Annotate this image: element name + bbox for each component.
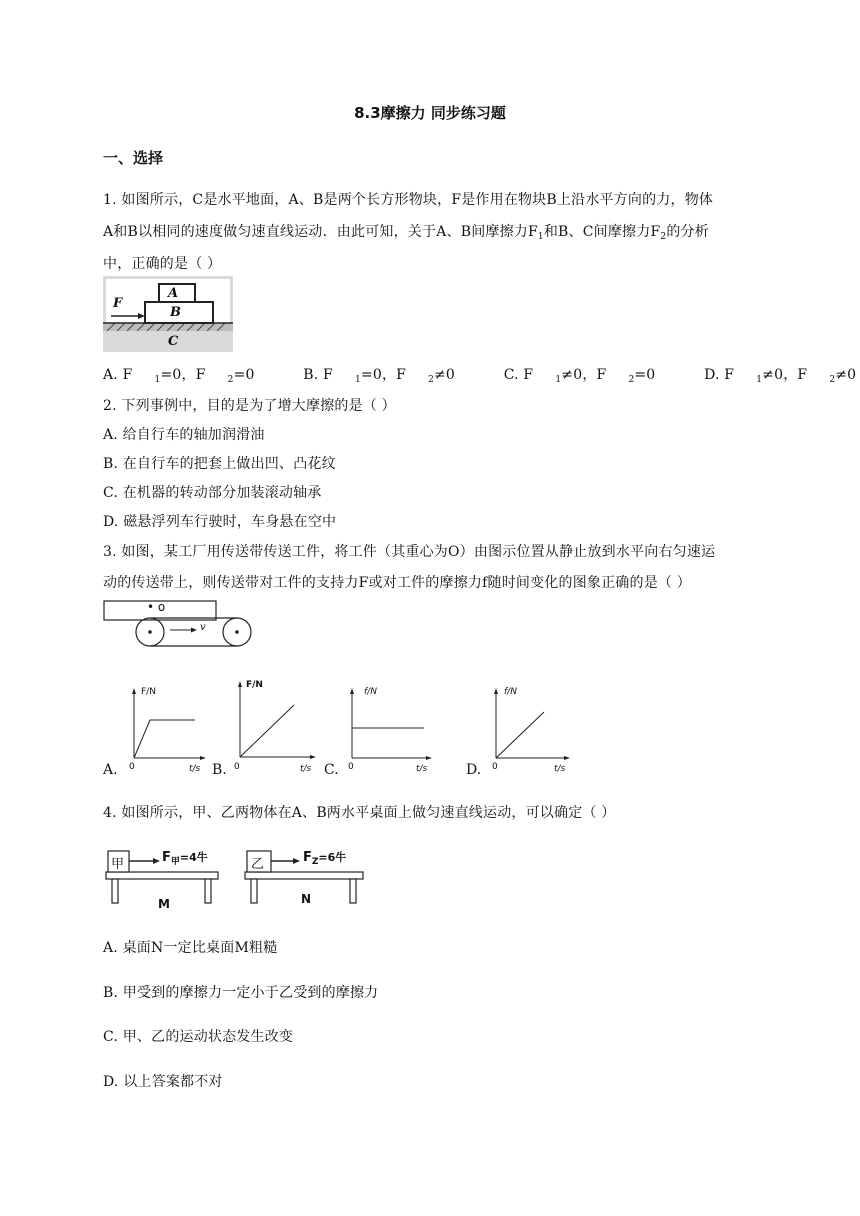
- q4-force-yi: $F_Z=6$牛: [303, 850, 347, 867]
- q3-graph-a-xlabel: t/s: [189, 764, 201, 774]
- q1-label-a: A: [168, 286, 179, 301]
- q3-graph-c-xlabel: t/s: [416, 764, 428, 774]
- q4-surface-m: M: [158, 897, 170, 911]
- q1-label-f: F: [113, 296, 123, 311]
- q1-line2-mid: 和B、C间摩擦力F: [543, 224, 661, 240]
- q2-stem: 2. 下列事例中，目的是为了增大摩擦的是（ ）: [103, 398, 396, 414]
- q1-option-d[interactable]: D. F $_1$≠0，F $_2$≠0: [704, 367, 857, 385]
- q1-stem-line1: 1. 如图所示，C是水平地面，A、B是两个长方形物块，F是作用在物块B上沿水平方向的力，物体: [103, 192, 714, 208]
- q4-stem: 4. 如图所示，甲、乙两物体在A、B两水平桌面上做匀速直线运动，可以确定（ ）: [103, 805, 616, 821]
- q3-conveyor-figure: [103, 599, 253, 655]
- q1-label-c: C: [168, 334, 179, 349]
- q1-sub-1: 1: [537, 232, 544, 242]
- q4-block-yi: 乙: [251, 857, 265, 872]
- q3-graph-a-ylabel: F/N: [141, 687, 156, 697]
- q4-surface-n: N: [301, 892, 312, 906]
- q3-graph-c-ylabel: f/N: [364, 687, 377, 697]
- q3-graph-b-ylabel: F/N: [246, 680, 263, 690]
- q2-option-d[interactable]: D. 磁悬浮列车行驶时，车身悬在空中: [103, 514, 337, 530]
- q3-belt-v: v: [200, 622, 206, 633]
- q3-graph-c-letter[interactable]: C.: [324, 762, 339, 778]
- q3-graph-a: [124, 686, 208, 766]
- q3-graph-a-letter[interactable]: A.: [103, 762, 118, 778]
- q3-graph-d-xlabel: t/s: [554, 764, 566, 774]
- q4-option-a[interactable]: A. 桌面N一定比桌面M粗糙: [103, 940, 278, 956]
- q3-graph-c-origin: 0: [348, 762, 354, 772]
- q1-option-c[interactable]: C. F $_1$≠0，F $_2$=0: [503, 367, 656, 385]
- q4-option-d[interactable]: D. 以上答案都不对: [103, 1074, 223, 1090]
- section-heading: 一、选择: [103, 149, 164, 167]
- q3-graph-d-origin: 0: [492, 762, 498, 772]
- q3-belt-o: • o: [147, 600, 166, 614]
- q4-block-jia: 甲: [111, 857, 125, 872]
- q1-stem-line2: [103, 221, 709, 242]
- q4-option-b[interactable]: B. 甲受到的摩擦力一定小于乙受到的摩擦力: [103, 985, 379, 1001]
- q3-graph-b-xlabel: t/s: [300, 764, 312, 774]
- q1-line2-text: A和B以相同的速度做匀速直线运动．由此可知，关于A、B间摩擦力F: [103, 224, 538, 240]
- q2-option-a[interactable]: A. 给自行车的轴加润滑油: [103, 427, 265, 443]
- q3-graph-c: [344, 686, 434, 766]
- q1-label-b: B: [170, 305, 181, 320]
- q3-stem-line1: 3. 如图，某工厂用传送带传送工件，将工件（其重心为O）由图示位置从静止放到水平向右匀速运: [103, 544, 716, 560]
- q1-stem-line3: 中，正确的是（ ）: [103, 256, 222, 272]
- q3-graph-d: [488, 686, 572, 766]
- q2-option-b[interactable]: B. 在自行车的把套上做出凹、凸花纹: [103, 456, 336, 472]
- page-title: 8.3摩擦力 同步练习题: [354, 104, 506, 122]
- q1-option-b[interactable]: B. F $_1$=0，F $_2$≠0: [303, 367, 456, 385]
- q3-graph-b: [232, 679, 318, 765]
- q3-graph-a-origin: 0: [129, 762, 135, 772]
- q3-graph-b-letter[interactable]: B.: [212, 762, 227, 778]
- q1-option-a[interactable]: A. F $_1$=0，F $_2$=0: [103, 367, 255, 385]
- q3-stem-line2: 动的传送带上，则传送带对工件的支持力F或对工件的摩擦力f随时间变化的图象正确的是（ ）: [103, 575, 691, 591]
- q4-option-c[interactable]: C. 甲、乙的运动状态发生改变: [103, 1029, 294, 1045]
- q1-sub-2: 2: [660, 232, 667, 242]
- q1-line2-end: 的分析: [666, 224, 709, 240]
- q1-options: [103, 364, 860, 385]
- q2-option-c[interactable]: C. 在机器的转动部分加装滚动轴承: [103, 485, 322, 501]
- q4-force-jia: $F_甲=4$牛: [162, 850, 208, 867]
- q3-graph-d-letter[interactable]: D.: [466, 762, 482, 778]
- q3-graph-d-ylabel: f/N: [504, 687, 517, 697]
- q3-graph-b-origin: 0: [234, 762, 240, 772]
